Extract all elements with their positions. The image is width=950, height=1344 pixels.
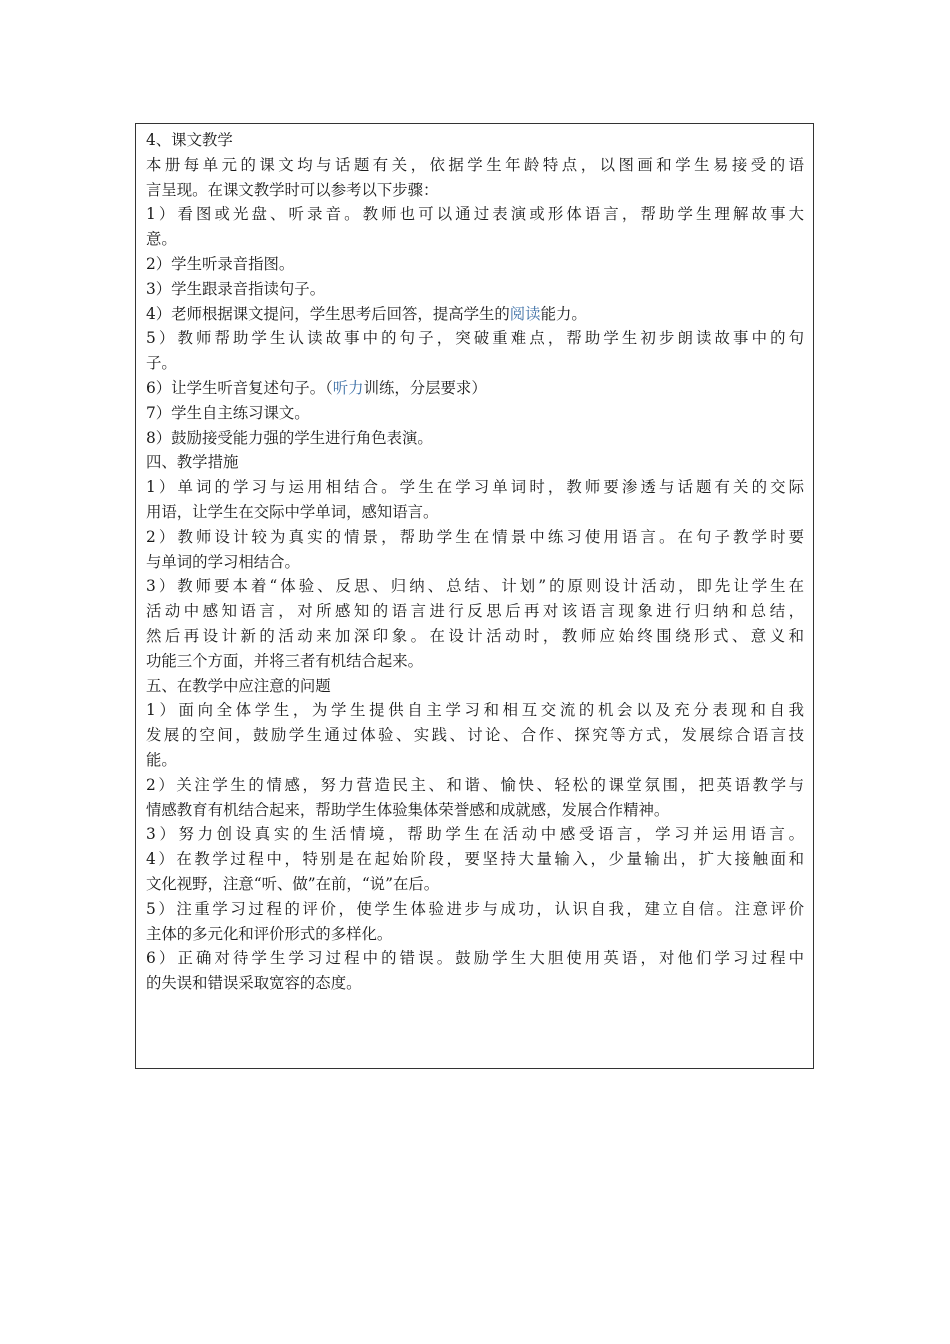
text-line: 主体的多元化和评价形式的多样化。 (146, 924, 393, 943)
text-segment: 训练，分层要求） (363, 378, 487, 397)
text-line: 用语，让学生在交际中学单词，感知语言。 (146, 502, 439, 521)
text-line: 五、在教学中应注意的问题 (146, 676, 331, 695)
text-line: 子。 (146, 354, 177, 373)
text-line (146, 376, 804, 401)
text-line: 本册每单元的课文均与话题有关，依据学生年龄特点，以图画和学生易接受的语 (146, 155, 804, 174)
text-line: 然后再设计新的活动来加深印象。在设计活动时，教师应始终围绕形式、意义和 (146, 626, 804, 645)
text-line: 意。 (146, 230, 177, 249)
text-line: 2）关注学生的情感，努力营造民主、和谐、愉快、轻松的课堂氛围，把英语教学与 (146, 775, 804, 794)
text-line: 1）单词的学习与运用相结合。学生在学习单词时，教师要渗透与话题有关的交际 (146, 478, 804, 497)
content-table-cell (135, 123, 814, 1069)
text-segment: 能力。 (540, 304, 587, 323)
text-segment: 4）老师根据课文提问，学生思考后回答，提高学生的 (146, 304, 510, 323)
text-line: 2）学生听录音指图。 (146, 254, 295, 273)
text-line: 5）注重学习过程的评价，使学生体验进步与成功，认识自我，建立自信。注意评价 (146, 899, 804, 918)
text-line: 言呈现。在课文教学时可以参考以下步骤： (146, 180, 439, 199)
text-line: 与单词的学习相结合。 (146, 552, 300, 571)
text-line: 4、课文教学 (146, 131, 233, 149)
text-line: 的失误和错误采取宽容的态度。 (146, 974, 362, 993)
text-line: 6）正确对待学生学习过程中的错误。鼓励学生大胆使用英语，对他们学习过程中 (146, 949, 804, 968)
text-line: 功能三个方面，并将三者有机结合起来。 (146, 651, 424, 670)
text-line: 3）教师要本着“体验、反思、归纳、总结、计划”的原则设计活动，即先让学生在 (146, 577, 804, 596)
hyperlink-text[interactable]: 阅读 (509, 304, 541, 323)
text-line: 活动中感知语言，对所感知的语言进行反思后再对该语言现象进行归纳和总结， (146, 602, 804, 621)
text-line: 发展的空间，鼓励学生通过体验、实践、讨论、合作、探究等方式，发展综合语言技 (146, 726, 804, 745)
text-line: 3）努力创设真实的生活情境，帮助学生在活动中感受语言，学习并运用语言。 (146, 825, 804, 844)
text-line: 文化视野，注意“听、做”在前，“说”在后。 (146, 874, 440, 893)
text-line: 1）看图或光盘、听录音。教师也可以通过表演或形体语言，帮助学生理解故事大 (146, 205, 804, 224)
text-line: 能。 (146, 750, 177, 769)
text-line: 情感教育有机结合起来，帮助学生体验集体荣誉感和成就感，发展合作精神。 (146, 800, 670, 819)
text-line: 1）面向全体学生，为学生提供自主学习和相互交流的机会以及充分表现和自我 (146, 701, 804, 720)
text-line: 5）教师帮助学生认读故事中的句子，突破重难点，帮助学生初步朗读故事中的句 (146, 329, 804, 348)
hyperlink-text[interactable]: 听力 (332, 378, 364, 397)
text-line: 2）教师设计较为真实的情景，帮助学生在情景中练习使用语言。在句子教学时要 (146, 527, 804, 546)
text-line: 四、教学措施 (146, 453, 239, 472)
text-line: 7）学生自主练习课文。 (146, 403, 310, 422)
text-line: 4）在教学过程中，特别是在起始阶段，要坚持大量输入，少量输出，扩大接触面和 (146, 850, 804, 869)
text-segment: 6）让学生听音复述句子。（ (146, 378, 333, 397)
text-line: 3）学生跟录音指读句子。 (146, 279, 326, 298)
text-line (146, 302, 804, 327)
text-line: 8）鼓励接受能力强的学生进行角色表演。 (146, 428, 433, 447)
